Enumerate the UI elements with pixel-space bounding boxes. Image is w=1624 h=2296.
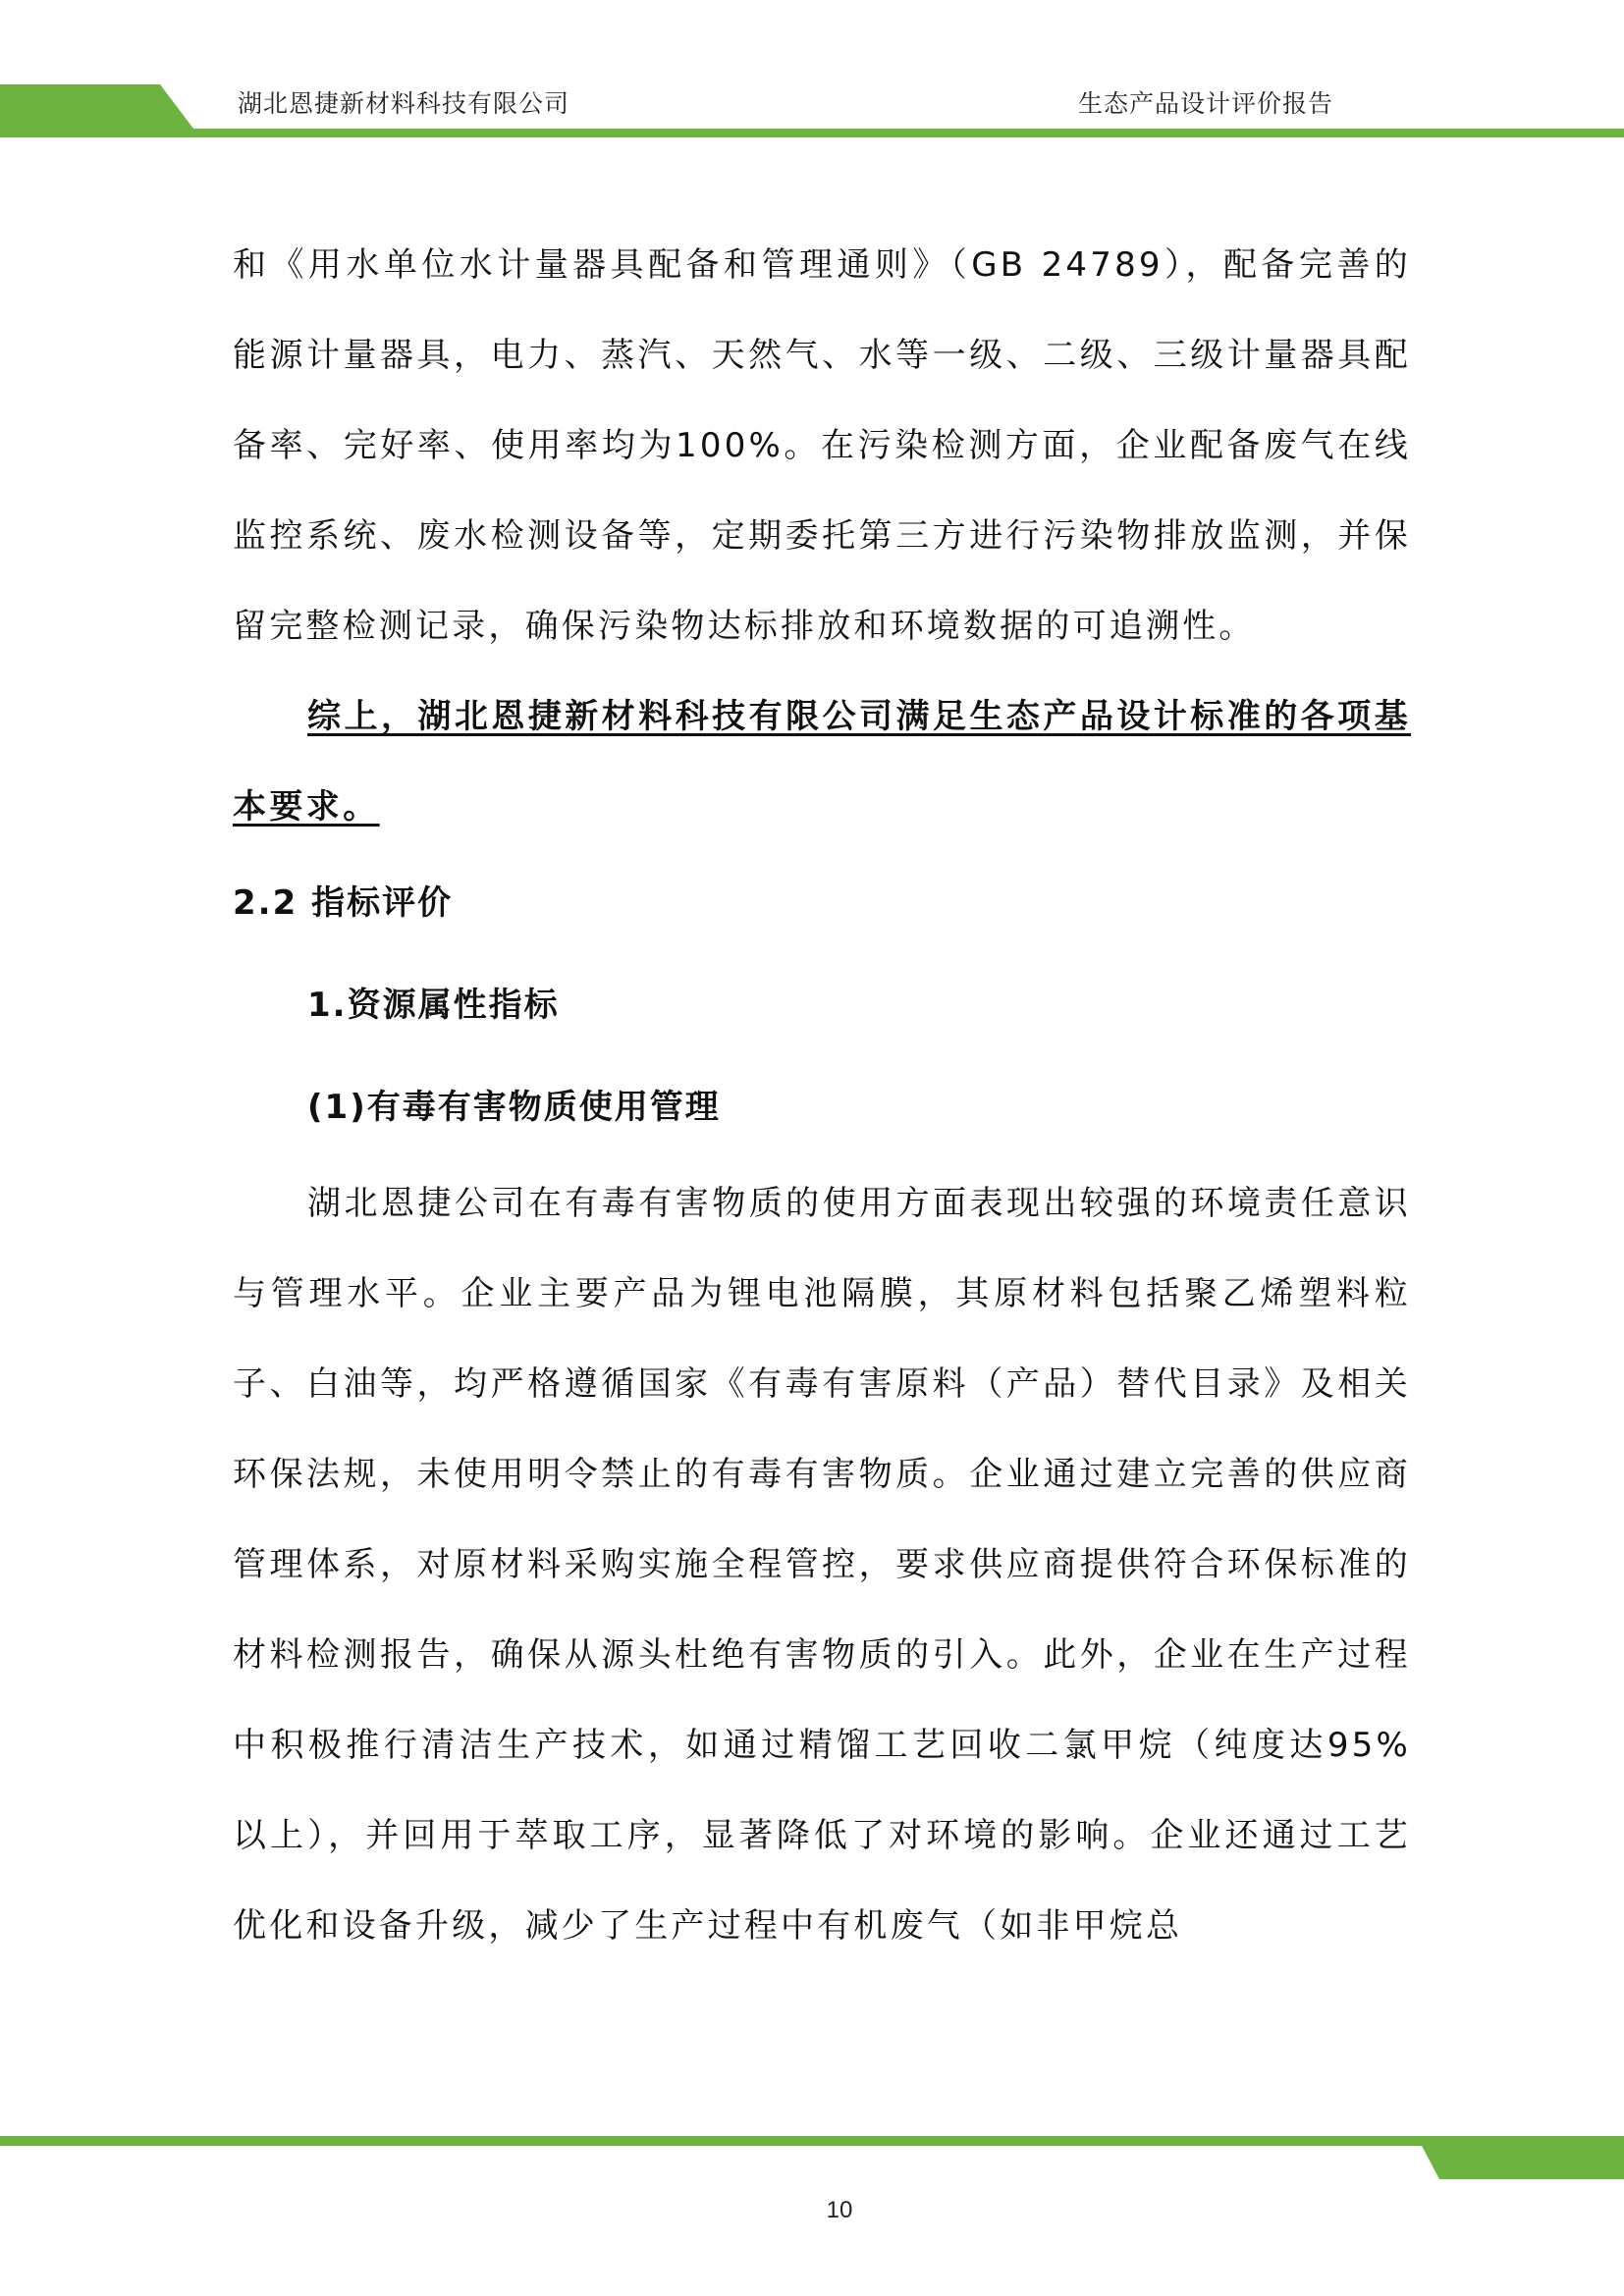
footer-green-band bbox=[0, 2136, 1624, 2179]
header-report-title: 生态产品设计评价报告 bbox=[1078, 89, 1334, 118]
summary-statement: 综上，湖北恩捷新材料科技有限公司满足生态产品设计标准的各项基本要求。 bbox=[233, 697, 1411, 827]
item-paragraph: 湖北恩捷公司在有毒有害物质的使用方面表现出较强的环境责任意识与管理水平。企业主要产品为锂电池隔膜，其原材料包括聚乙烯塑料粒子、白油等，均严格遵循国家《有毒有害原料（产品）替代目录》及相关环保法规，未使用明令禁止的有毒有害物质。企业通过建立完善的供应商管理体系，对原材料采购实施全程管控，要求供应商提供符合环保标准的材料检测报告，确保从源头杜绝有害物质的引入。此外，企业在生产过程中积极推行清洁生产技术，如通过精馏工艺回收二氯甲烷（纯度达95%以上），并回用于萃取工序，显著降低了对环境的影响。企业还通过工艺优化和设备升级，减少了生产过程中有机废气（如非甲烷总 bbox=[233, 1184, 1411, 1946]
page-number: 10 bbox=[826, 2197, 853, 2223]
continuation-paragraph: 和《用水单位水计量器具配备和管理通则》（GB 24789），配备完善的能源计量器具，电力、蒸汽、天然气、水等一级、二级、三级计量器具配备率、完好率、使用率均为100%。在污染检测方面，企业配备废气在线监控系统、废水检测设备等，定期委托第三方进行污染物排放监测，并保留完整检测记录，确保污染物达标排放和环境数据的可追溯性。 bbox=[233, 245, 1411, 646]
item-heading: (1)有毒有害物质使用管理 bbox=[307, 1088, 721, 1127]
subsection-heading: 1.资源属性指标 bbox=[307, 986, 560, 1025]
header-company-name: 湖北恩捷新材料科技有限公司 bbox=[238, 89, 570, 118]
section-heading: 2.2 指标评价 bbox=[233, 883, 454, 923]
page-content bbox=[233, 220, 1411, 1971]
